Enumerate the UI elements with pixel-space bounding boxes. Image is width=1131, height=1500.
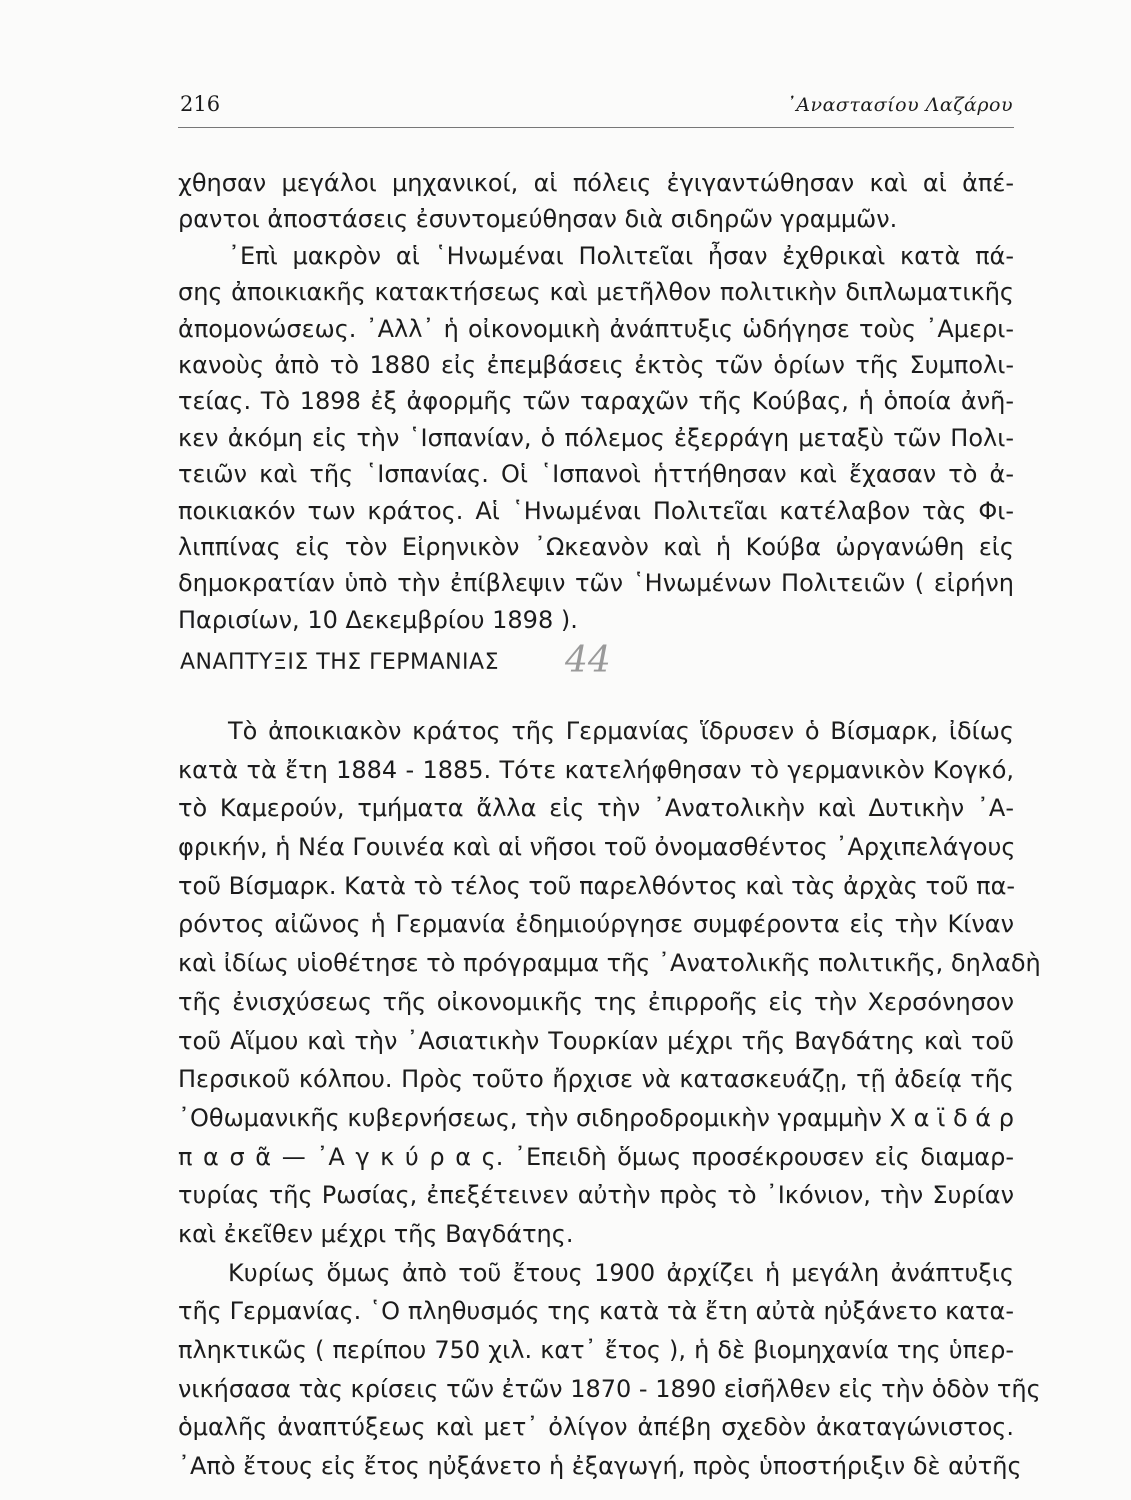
text-line: ᾿Απὸ ἔτους εἰς ἔτος ηὐξάνετο ἡ ἐξαγωγή, πρὸς ὑποστήριξιν δὲ αὐτῆς: [178, 1452, 1022, 1481]
text-line: σης ἀποικιακῆς κατακτήσεως καὶ μετῆλθον πολιτικὴν διπλωματικῆς: [178, 278, 1014, 307]
text-line: ραντοι ἀποστάσεις ἐσυντομεύθησαν διὰ σιδηρῶν γραμμῶν.: [178, 205, 898, 234]
text-line: χθησαν μεγάλοι μηχανικοί, αἱ πόλεις ἐγιγαντώθησαν καὶ αἱ ἀπέ-: [178, 169, 1014, 197]
text-block-usa: [178, 165, 1014, 638]
running-header-author: ᾿Αναστασίου Λαζάρου: [786, 94, 1013, 116]
text-line: νικήσασα τὰς κρίσεις τῶν ἐτῶν 1870 - 1890 εἰσῆλθεν εἰς τὴν ὁδὸν τῆς: [178, 1374, 1041, 1403]
text-line: τείας. Τὸ 1898 ἐξ ἀφορμῆς τῶν ταραχῶν τῆς Κούβας, ἡ ὁποία ἀνῆ-: [178, 387, 1014, 416]
text-line: κατὰ τὰ ἔτη 1884 - 1885. Τότε κατελήφθησαν τὸ γερμανικὸν Κογκό,: [178, 755, 1014, 784]
text-line: φρικήν, ἡ Νέα Γουινέα καὶ αἱ νῆσοι τοῦ ὀνομασθέντος ᾿Αρχιπελάγους: [178, 833, 1016, 862]
text-line: κεν ἀκόμη εἰς τὴν ῾Ισπανίαν, ὁ πόλεμος ἐξερράγη μεταξὺ τῶν Πολι-: [178, 423, 1014, 452]
text-line: τὸ Καμερούν, τμήματα ἄλλα εἰς τὴν ᾿Ανατολικὴν καὶ Δυτικὴν ᾿Α-: [178, 794, 1014, 823]
text-block-germany: [178, 712, 1041, 1486]
text-line: τυρίας τῆς Ρωσίας, ἐπεξέτεινεν αὐτὴν πρὸς τὸ ᾿Ικόνιον, τὴν Συρίαν: [178, 1181, 1014, 1210]
text-line: καὶ ἰδίως υἱοθέτησε τὸ πρόγραμμα τῆς ᾿Ανατολικῆς πολιτικῆς, δηλαδὴ: [178, 949, 1041, 978]
text-line: κανοὺς ἀπὸ τὸ 1880 εἰς ἐπεμβάσεις ἐκτὸς τῶν ὁρίων τῆς Συμπολι-: [178, 350, 1014, 379]
text-line: Τὸ ἀποικιακὸν κράτος τῆς Γερμανίας ἵδρυσεν ὁ Βίσμαρκ, ἰδίως: [228, 717, 1014, 745]
page-number: 216: [180, 92, 221, 116]
text-line: ρόντος αἰῶνος ἡ Γερμανία ἐδημιούργησε συμφέροντα εἰς τὴν Κίναν: [178, 910, 1014, 939]
text-line: π α σ ᾶ — ᾿Α γ κ ύ ρ α ς. ᾿Επειδὴ ὅμως προσέκρουσεν εἰς διαμαρ-: [178, 1142, 1014, 1171]
text-line: τειῶν καὶ τῆς ῾Ισπανίας. Οἱ ῾Ισπανοὶ ἡττήθησαν καὶ ἔχασαν τὸ ἀ-: [178, 460, 1014, 489]
text-line: ᾿Επὶ μακρὸν αἱ ῾Ηνωμέναι Πολιτεῖαι ἦσαν ἐχθρικαὶ κατὰ πά-: [228, 241, 1014, 270]
text-line: Παρισίων, 10 Δεκεμβρίου 1898 ).: [178, 605, 578, 634]
text-line: δημοκρατίαν ὑπὸ τὴν ἐπίβλεψιν τῶν ῾Ηνωμένων Πολιτειῶν ( εἰρήνη: [178, 569, 1014, 598]
text-line: τῆς ἐνισχύσεως τῆς οἰκονομικῆς της ἐπιρροῆς εἰς τὴν Χερσόνησον: [178, 987, 1014, 1016]
text-line: τοῦ Αἵμου καὶ τὴν ᾿Ασιατικὴν Τουρκίαν μέχρι τῆς Βαγδάτης καὶ τοῦ: [178, 1026, 1014, 1055]
text-line: ᾿Οθωμανικῆς κυβερνήσεως, τὴν σιδηροδρομικὴν γραμμὴν Χ α ϊ δ ά ρ: [178, 1103, 1014, 1132]
text-line: ὁμαλῆς ἀναπτύξεως καὶ μετ᾿ ὀλίγον ἀπέβη σχεδὸν ἀκαταγώνιστος.: [178, 1413, 1014, 1442]
handwritten-note: 44: [565, 640, 611, 681]
header-rule: [178, 127, 1014, 128]
text-line: ποικιακόν των κράτος. Αἱ ῾Ηνωμέναι Πολιτεῖαι κατέλαβον τὰς Φι-: [178, 496, 1014, 525]
text-line: Περσικοῦ κόλπου. Πρὸς τοῦτο ἤρχισε νὰ κατασκευάζῃ, τῇ ἀδείᾳ τῆς: [178, 1065, 1014, 1094]
section-heading: ΑΝΑΠΤΥΞΙΣ ΤΗΣ ΓΕΡΜΑΝΙΑΣ: [180, 650, 499, 675]
text-line: τοῦ Βίσμαρκ. Κατὰ τὸ τέλος τοῦ παρελθόντος καὶ τὰς ἀρχὰς τοῦ πα-: [178, 871, 1016, 900]
text-line: πληκτικῶς ( περίπου 750 χιλ. κατ᾿ ἔτος ), ἡ δὲ βιομηχανία της ὑπερ-: [178, 1336, 1014, 1364]
text-line: τῆς Γερμανίας. ῾Ο πληθυσμός της κατὰ τὰ ἔτη αὐτὰ ηὐξάνετο κατα-: [178, 1297, 1014, 1326]
text-line: ἀπομονώσεως. ᾿Αλλ᾿ ἡ οἰκονομικὴ ἀνάπτυξις ὡδήγησε τοὺς ᾿Αμερι-: [178, 314, 1014, 343]
text-line: λιππίνας εἰς τὸν Εἰρηνικὸν ᾿Ωκεανὸν καὶ ἡ Κούβα ὠργανώθη εἰς: [178, 532, 1014, 561]
text-line: καὶ ἐκεῖθεν μέχρι τῆς Βαγδάτης.: [178, 1219, 574, 1248]
text-line: Κυρίως ὅμως ἀπὸ τοῦ ἔτους 1900 ἀρχίζει ἡ μεγάλη ἀνάπτυξις: [228, 1258, 1014, 1287]
